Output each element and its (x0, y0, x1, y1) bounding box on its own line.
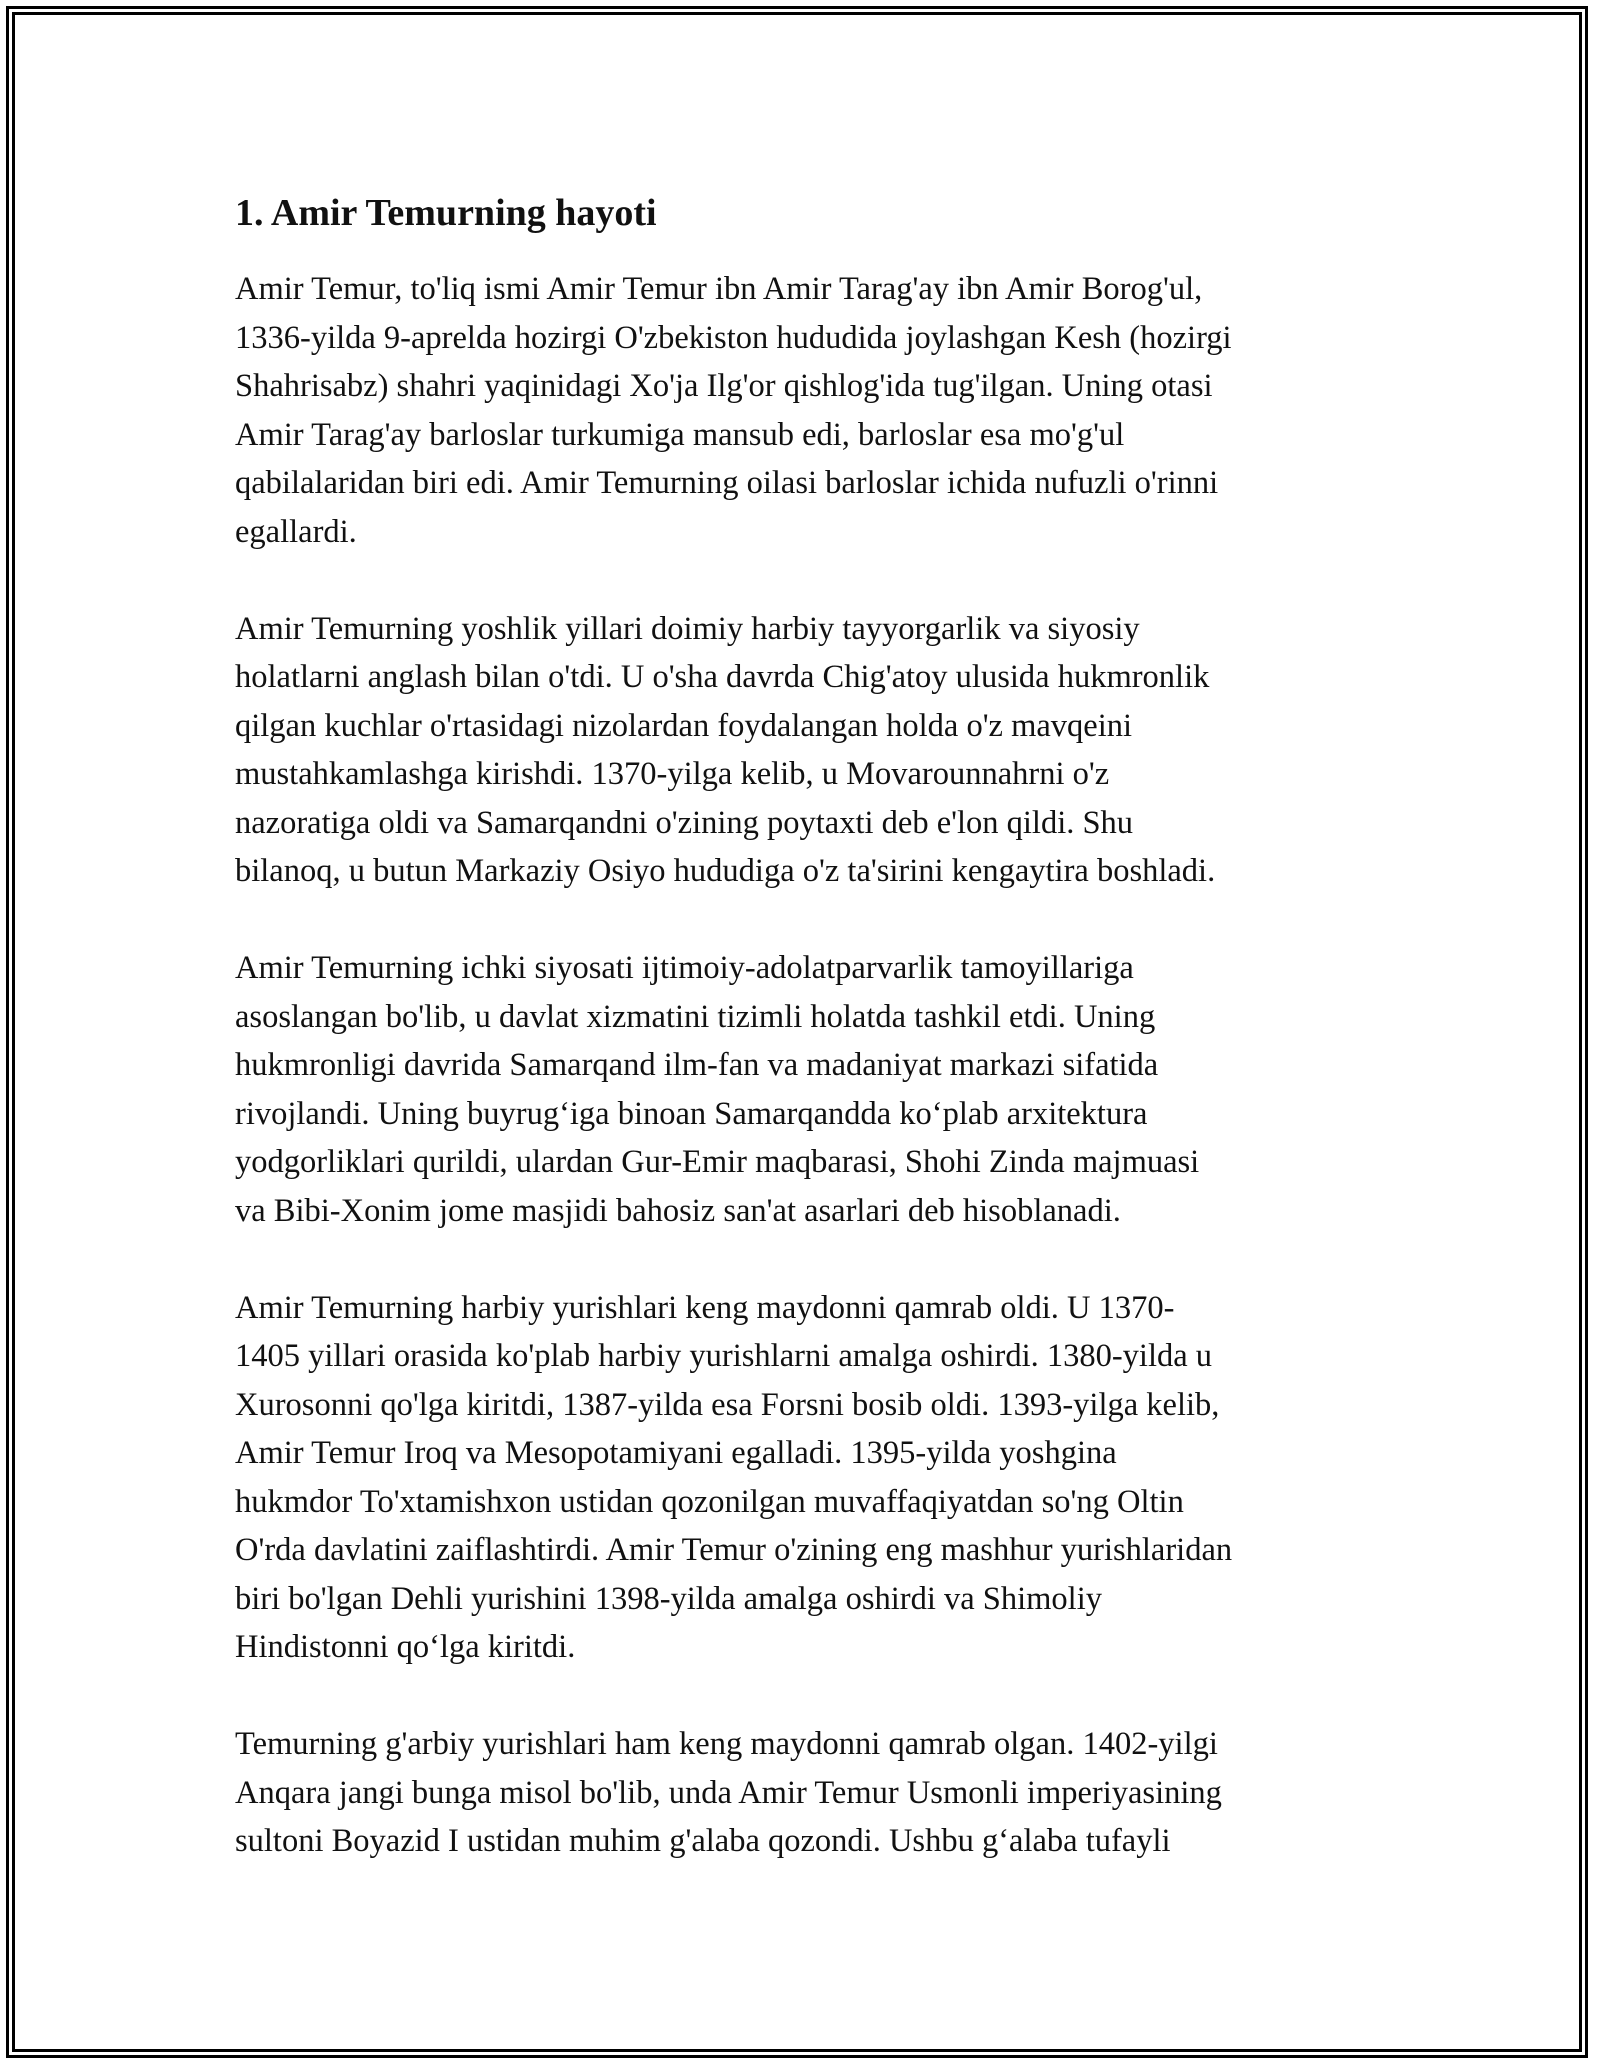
document-body (235, 185, 1385, 1914)
paragraph-birth (235, 265, 1385, 556)
text-line: mustahkamlashga kirishdi. 1370-yilga kelib, u Movarounnahrni o'z (235, 756, 1110, 792)
text-line: Hindistonni qo‘lga kiritdi. (235, 1629, 576, 1665)
text-line: va Bibi-Xonim jome masjidi bahosiz san'at asarlari deb hisoblanadi. (235, 1192, 1121, 1229)
text-line: hukmronligi davrida Samarqand ilm-fan va madaniyat markazi sifatida (235, 1047, 1159, 1083)
text-line: qabilalaridan biri edi. Amir Temurning oilasi barloslar ichida nufuzli o'rinni (235, 465, 1219, 501)
text-line: Amir Tarag'ay barloslar turkumiga mansub edi, barloslar esa mo'g'ul (235, 416, 1125, 453)
text-line: asoslangan bo'lib, u davlat xizmatini tizimli holatda tashkil etdi. Uning (235, 998, 1156, 1035)
paragraph-domestic-policy (235, 944, 1385, 1235)
text-line: nazoratiga oldi va Samarqandni o'zining poytaxti deb e'lon qildi. Shu (235, 804, 1134, 841)
paragraph-military-campaigns (235, 1284, 1385, 1672)
text-line: Anqara jangi bunga misol bo'lib, unda Amir Temur Usmonli imperiyasining (235, 1774, 1222, 1811)
paragraph-youth (235, 605, 1385, 896)
text-line: egallardi. (235, 513, 357, 550)
text-line: 1405 yillari orasida ko'plab harbiy yurishlarni amalga oshirdi. 1380-yilda u (235, 1338, 1213, 1374)
section-heading: 1. Amir Temurning hayoti (235, 192, 657, 234)
text-line: Amir Temurning ichki siyosati ijtimoiy-adolatparvarlik tamoyillariga (235, 950, 1134, 986)
text-line: Shahrisabz) shahri yaqinidagi Xo'ja Ilg'or qishlog'ida tug'ilgan. Uning otasi (235, 368, 1213, 404)
text-line: sultoni Boyazid I ustidan muhim g'alaba qozondi. Ushbu g‘alaba tufayli (235, 1823, 1171, 1859)
text-line: Amir Temurning yoshlik yillari doimiy harbiy tayyorgarlik va siyosiy (235, 610, 1140, 647)
text-line: holatlarni anglash bilan o'tdi. U o'sha davrda Chig'atoy ulusida hukmronlik (235, 659, 1210, 695)
text-line: Amir Temur Iroq va Mesopotamiyani egalladi. 1395-yilda yoshgina (235, 1435, 1117, 1471)
text-line: 1336-yilda 9-aprelda hozirgi O'zbekiston hududida joylashgan Kesh (hozirgi (235, 319, 1232, 356)
text-line: rivojlandi. Uning buyrug‘iga binoan Samarqandda ko‘plab arxitektura (235, 1095, 1148, 1132)
text-line: qilgan kuchlar o'rtasidagi nizolardan foydalangan holda o'z mavqeini (235, 707, 1133, 744)
text-line: hukmdor To'xtamishxon ustidan qozonilgan muvaffaqiyatdan so'ng Oltin (235, 1483, 1184, 1520)
text-line: Amir Temur, to'liq ismi Amir Temur ibn Amir Tarag'ay ibn Amir Borog'ul, (235, 271, 1203, 307)
paragraph-western-campaigns (235, 1720, 1385, 1866)
text-line: Amir Temurning harbiy yurishlari keng maydonni qamrab oldi. U 1370- (235, 1289, 1175, 1326)
text-line: Temurning g'arbiy yurishlari ham keng maydonni qamrab olgan. 1402-yilgi (235, 1726, 1218, 1762)
text-line: bilanoq, u butun Markaziy Osiyo hududiga o'z ta'sirini kengaytira boshladi. (235, 853, 1216, 889)
text-line: biri bo'lgan Dehli yurishini 1398-yilda amalga oshirdi va Shimoliy (235, 1580, 1102, 1617)
text-line: Xurosonni qo'lga kiritdi, 1387-yilda esa Forsni bosib oldi. 1393-yilga kelib, (235, 1386, 1220, 1423)
text-line: O'rda davlatini zaiflashtirdi. Amir Temur o'zining eng mashhur yurishlaridan (235, 1532, 1233, 1568)
text-line: yodgorliklari qurildi, ulardan Gur-Emir maqbarasi, Shohi Zinda majmuasi (235, 1144, 1200, 1180)
